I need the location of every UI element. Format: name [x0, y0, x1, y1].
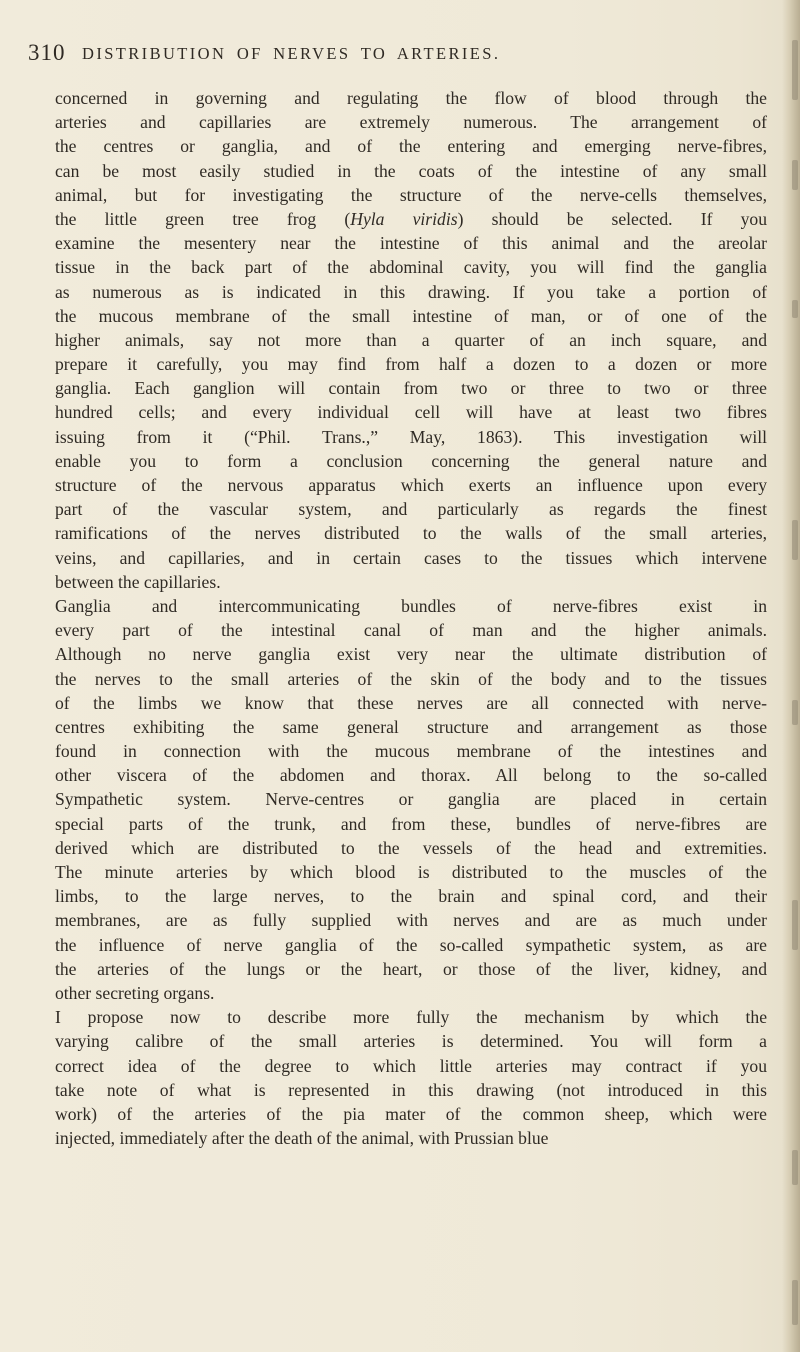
- text-line: membranes, are as fully supplied with nerves and are as much under: [55, 910, 767, 931]
- scan-mark: [792, 900, 798, 950]
- scan-mark: [792, 700, 798, 725]
- scan-mark: [792, 40, 798, 100]
- text-line: Ganglia and intercommunicating bundles of nerve-fibres exist in: [55, 595, 767, 616]
- text-line: ramifications of the nerves distributed to the walls of the small arteries,: [55, 523, 767, 544]
- text-line: enable you to form a conclusion concerning the general nature and: [55, 450, 767, 471]
- text-line: can be most easily studied in the coats of the intestine of any small: [55, 160, 767, 181]
- text-line: as numerous as is indicated in this drawing. If you take a portion of: [55, 281, 767, 302]
- text-line: hundred cells; and every individual cell will have at least two fibres: [55, 402, 767, 423]
- text-line: of the limbs we know that these nerves are all connected with nerve-: [55, 692, 767, 713]
- text-line: animal, but for investigating the structure of the nerve-cells themselves,: [55, 184, 767, 205]
- text-line: take note of what is represented in this drawing (not introduced in this: [55, 1079, 767, 1100]
- scan-mark: [792, 300, 798, 318]
- text-line: ganglia. Each ganglion will contain from two or three to two or three: [55, 378, 767, 399]
- text-line: between the capillaries.: [55, 571, 221, 592]
- text-line: every part of the intestinal canal of man and the higher animals.: [55, 620, 767, 641]
- text-line: higher animals, say not more than a quarter of an inch square, and: [55, 329, 767, 350]
- text-line: Sympathetic system. Nerve-centres or ganglia are placed in certain: [55, 789, 767, 810]
- text-line: the influence of nerve ganglia of the so-called sympathetic system, as are: [55, 934, 767, 955]
- text-line: limbs, to the large nerves, to the brain and spinal cord, and their: [55, 886, 767, 907]
- text-line: injected, immediately after the death of the animal, with Prussian blue: [55, 1128, 549, 1149]
- text-line: varying calibre of the small arteries is determined. You will form a: [55, 1031, 767, 1052]
- text-line: work) of the arteries of the pia mater of the common sheep, which were: [55, 1103, 767, 1124]
- text-line: centres exhibiting the same general structure and arrangement as those: [55, 716, 767, 737]
- text-line: issuing from it (“Phil. Trans.,” May, 1863). This investigation will: [55, 426, 767, 447]
- text-line: veins, and capillaries, and in certain cases to the tissues which intervene: [55, 547, 767, 568]
- text-line: examine the mesentery near the intestine of this animal and the areolar: [55, 233, 767, 254]
- text-line: I propose now to describe more fully the mechanism by which the: [55, 1007, 767, 1028]
- text-line: special parts of the trunk, and from these, bundles of nerve-fibres are: [55, 813, 767, 834]
- text-line: the mucous membrane of the small intestine of man, or of one of the: [55, 305, 767, 326]
- text-line: prepare it carefully, you may find from half a dozen to a dozen or more: [55, 354, 767, 375]
- page-number: 310: [28, 40, 66, 65]
- page-edge-shadow: [782, 0, 800, 1352]
- text-line: correct idea of the degree to which little arteries may contract if you: [55, 1055, 767, 1076]
- text-line: other viscera of the abdomen and thorax. All belong to the so-called: [55, 765, 767, 786]
- text-line: tissue in the back part of the abdominal cavity, you will find the ganglia: [55, 257, 767, 278]
- running-title: DISTRIBUTION OF NERVES TO ARTERIES.: [82, 44, 501, 63]
- text-line: The minute arteries by which blood is distributed to the muscles of the: [55, 862, 767, 882]
- text-line: the arteries of the lungs or the heart, or those of the liver, kidney, and: [55, 958, 767, 979]
- text-line: arteries and capillaries are extremely numerous. The arrangement of: [55, 112, 767, 133]
- text-line: the little green tree frog (Hyla viridis) should be selected. If you: [55, 208, 768, 229]
- scan-mark: [792, 1150, 798, 1185]
- text-line: the nerves to the small arteries of the skin of the body and to the tissues: [55, 668, 767, 689]
- running-head: [28, 40, 748, 68]
- text-line: found in connection with the mucous membrane of the intestines and: [55, 741, 767, 762]
- text-line: structure of the nervous apparatus which exerts an influence upon every: [55, 475, 767, 495]
- scan-mark: [792, 520, 798, 560]
- text-line: concerned in governing and regulating the flow of blood through the: [55, 88, 767, 108]
- text-line: Although no nerve ganglia exist very near the ultimate distribution of: [55, 644, 767, 665]
- text-line: other secreting organs.: [55, 982, 215, 1003]
- text-line: the centres or ganglia, and of the entering and emerging nerve-fibres,: [55, 136, 767, 157]
- scan-mark: [792, 160, 798, 190]
- body-text: [55, 86, 767, 1150]
- text-line: part of the vascular system, and particularly as regards the finest: [55, 499, 767, 520]
- text-line: derived which are distributed to the vessels of the head and extremities.: [55, 837, 767, 858]
- species-name: Hyla viridis: [350, 208, 458, 229]
- scan-mark: [792, 1280, 798, 1325]
